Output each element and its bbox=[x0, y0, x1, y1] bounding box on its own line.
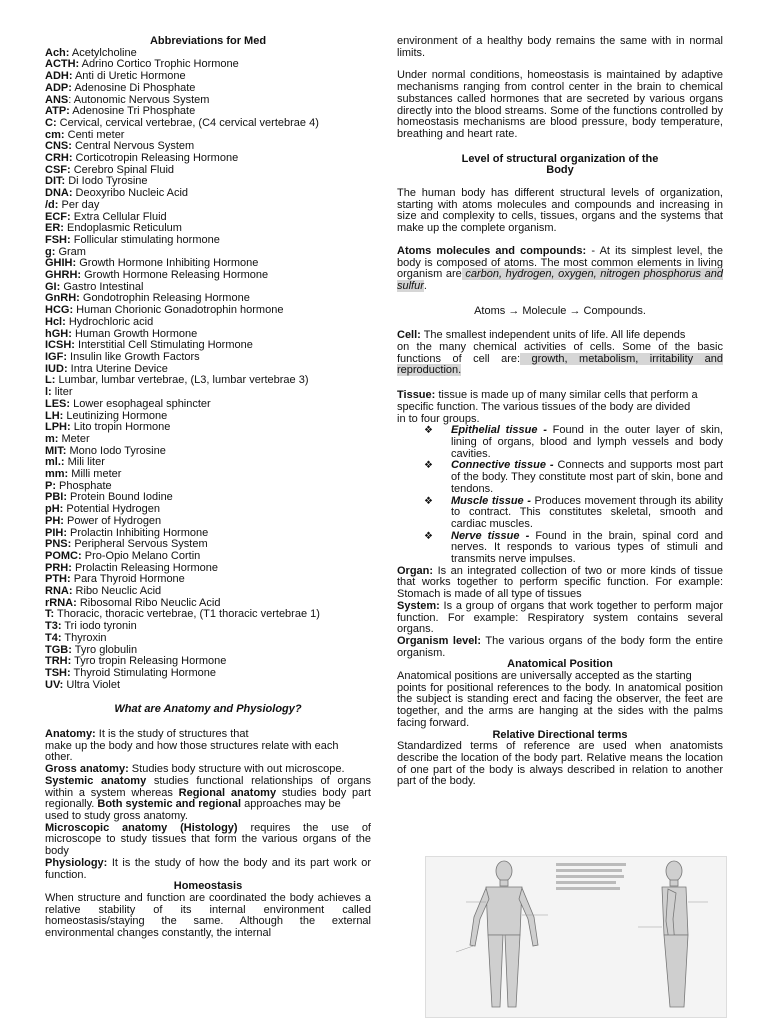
abbreviation-term: TGB: bbox=[45, 643, 72, 656]
structural-levels-heading-line1: Level of structural organization of the bbox=[461, 152, 659, 165]
list-item: ❖ Connective tissue - Connects and supports most part of the body. They constitute most part of skin, bone and tendons. bbox=[424, 459, 723, 495]
tissue-definition-end: in to four groups. bbox=[397, 412, 480, 425]
abbreviation-term: PRH: bbox=[45, 561, 72, 574]
abbreviation-term: MIT: bbox=[45, 444, 67, 457]
anatomy-physiology-heading: What are Anatomy and Physiology? bbox=[114, 703, 302, 716]
abbreviation-term: PH: bbox=[45, 514, 64, 527]
abbreviation-definition: Milli meter bbox=[68, 468, 122, 481]
abbreviation-definition: Potential Hydrogen bbox=[63, 503, 160, 516]
abbreviation-term: cm: bbox=[45, 128, 65, 141]
abbreviation-term: T: bbox=[45, 608, 55, 621]
abbreviation-term: ER: bbox=[45, 222, 64, 235]
microscopic-anatomy-paragraph: Microscopic anatomy (Histology) requires the use of microscope to study tissues that form the various organs of the body bbox=[45, 821, 371, 858]
abbreviation-term: GnRH: bbox=[45, 292, 80, 305]
abbreviation-term: l: bbox=[45, 386, 52, 399]
abbreviation-definition: Ribosomal Ribo Neuclic Acid bbox=[76, 596, 221, 609]
abbreviation-definition: Acetylcholine bbox=[69, 46, 137, 59]
abbreviation-definition: Gram bbox=[55, 245, 86, 258]
abbreviation-definition: Human Growth Hormone bbox=[71, 327, 198, 340]
systemic-anatomy-paragraph: Systemic anatomy studies functional relationships of organs within a system whereas Regional anatomy studies body part regionally. Both systemic and regional approaches may be bbox=[45, 774, 371, 811]
tissue-definition-cont: specific function. The various tissues of the body are divided bbox=[397, 400, 691, 413]
abbreviation-term: RNA: bbox=[45, 585, 73, 598]
abbreviation-term: T3: bbox=[45, 620, 62, 633]
abbreviation-term: ATP: bbox=[45, 105, 70, 118]
abbreviation-term: m: bbox=[45, 432, 59, 445]
abbreviation-definition: Pro-Opio Melano Cortin bbox=[81, 549, 201, 562]
abbreviation-definition: Prolactin Inhibiting Hormone bbox=[67, 526, 209, 539]
anatomy-definition-end: other. bbox=[45, 751, 73, 764]
diamond-bullet-icon: ❖ bbox=[424, 495, 433, 507]
abbreviation-definition: Tyro tropin Releasing Hormone bbox=[71, 655, 227, 668]
abbreviation-term: T4: bbox=[45, 631, 62, 644]
gross-anatomy-paragraph: Gross anatomy: Studies body structure with out microscope. bbox=[45, 763, 345, 776]
abbreviations-heading: Abbreviations for Med bbox=[149, 35, 267, 47]
list-item: ❖ Nerve tissue - Found in the brain, spinal cord and nerves. It responds to various types of stimuli and transmits nerve impulses. bbox=[424, 529, 723, 566]
systemic-anatomy-end: used to study gross anatomy. bbox=[45, 810, 188, 822]
abbreviation-definition: Gastro Intestinal bbox=[60, 280, 144, 293]
abbreviation-definition: Lower esophageal sphincter bbox=[70, 397, 211, 410]
abbreviation-term: IGF: bbox=[45, 350, 67, 363]
abbreviation-term: CNS: bbox=[45, 140, 72, 153]
abbreviation-definition: Growth Hormone Releasing Hormone bbox=[81, 269, 269, 282]
abbreviation-item bbox=[45, 235, 371, 247]
abbreviation-term: LH: bbox=[45, 409, 64, 422]
list-item: ❖ Epithelial tissue - Found in the outer layer of skin, lining of organs, blood and lymph vessels and body cavities. bbox=[424, 424, 723, 460]
abbreviation-definition: Central Nervous System bbox=[71, 140, 195, 153]
abbreviation-term: ECF: bbox=[45, 210, 71, 223]
abbreviation-term: ANS bbox=[45, 93, 69, 106]
abbreviation-definition: Di Iodo Tyrosine bbox=[65, 175, 148, 188]
homeostasis-paragraph: When structure and function are coordinated the body achieves a relative stability of its internal environment called homeostasis/staying the same. Although the external environmental changes constantly, the internal bbox=[45, 891, 371, 940]
abbreviation-definition: Corticotropin Releasing Hormone bbox=[72, 152, 239, 165]
abbreviation-term: POMC: bbox=[45, 549, 82, 562]
abbreviation-definition: Tri iodo tyronin bbox=[61, 620, 137, 633]
abbreviation-term: DIT: bbox=[45, 175, 66, 188]
abbreviation-item bbox=[45, 680, 371, 692]
abbreviation-definition: Centi meter bbox=[64, 128, 125, 141]
abbreviation-term: ACTH: bbox=[45, 58, 80, 71]
directional-terms-heading: Relative Directional terms bbox=[492, 728, 628, 741]
atoms-paragraph: Atoms molecules and compounds: - At its simplest level, the body is composed of atoms. The most common elements in living organism are carbon, hydrogen, oxygen, nitrogen phosphorus and sulfur. bbox=[397, 244, 724, 292]
abbreviation-definition: Prolactin Releasing Hormone bbox=[71, 561, 219, 574]
abbreviation-term: PTH: bbox=[45, 573, 71, 586]
abbreviation-definition: Deoxyribo Nucleic Acid bbox=[72, 187, 189, 200]
abbreviation-term: GI: bbox=[45, 280, 61, 293]
abbreviation-term: PIH: bbox=[45, 526, 67, 539]
diamond-bullet-icon: ❖ bbox=[424, 425, 433, 437]
abbreviation-term: P: bbox=[45, 479, 56, 492]
abbreviation-definition: Thyroxin bbox=[61, 631, 107, 644]
abbreviation-definition: Adenosine Di Phosphate bbox=[71, 81, 196, 94]
abbreviation-definition: Endoplasmic Reticulum bbox=[63, 222, 182, 235]
directional-terms-paragraph: Standardized terms of reference are used when anatomists describe the location of the body part. Relative means the location of one part of the body is always described in relation to another part of the body. bbox=[397, 740, 723, 788]
system-paragraph: System: Is a group of organs that work together to perform major function. For example: Respiratory system contains several organs. bbox=[397, 599, 723, 636]
abbreviation-list bbox=[45, 48, 371, 692]
physiology-paragraph: Physiology: It is the study of how the body and its part work or function. bbox=[45, 856, 371, 881]
abbreviation-definition: Ultra Violet bbox=[63, 678, 120, 691]
abbreviation-term: ml.: bbox=[45, 456, 65, 469]
anatomy-definition: Anatomy: It is the study of structures that bbox=[45, 728, 249, 741]
abbreviation-definition: Anti di Uretic Hormone bbox=[72, 70, 186, 83]
homeostasis-continued: environment of a healthy body remains the same with in normal limits. bbox=[397, 35, 723, 59]
abbreviation-item bbox=[45, 422, 371, 434]
right-column bbox=[397, 36, 723, 788]
abbreviation-definition: Hydrochloric acid bbox=[65, 315, 154, 328]
list-item: ❖ Muscle tissue - Produces movement through its ability to contract. This constitutes skeletal, smooth and cardiac muscles. bbox=[424, 494, 723, 530]
abbreviation-definition: Extra Cellular Fluid bbox=[70, 210, 167, 223]
abbreviation-term: L: bbox=[45, 374, 56, 387]
abbreviation-definition: Adrino Cortico Trophic Hormone bbox=[79, 58, 239, 71]
abbreviation-term: Ach: bbox=[45, 46, 70, 59]
abbreviation-definition: Interstitial Cell Stimulating Hormone bbox=[74, 339, 253, 352]
abbreviation-item bbox=[45, 375, 371, 387]
structural-levels-paragraph: The human body has different structural levels of organization, starting with atoms molecules and compounds and increasing in size and complexity to cells, tissues, organs and the systems that make up the complete organism. bbox=[397, 187, 723, 235]
abbreviation-term: rRNA: bbox=[45, 596, 77, 609]
abbreviation-term: HCG: bbox=[45, 304, 74, 317]
abbreviation-term: PBI: bbox=[45, 491, 67, 504]
abbreviation-term: LPH: bbox=[45, 421, 71, 434]
abbreviation-term: PNS: bbox=[45, 538, 72, 551]
abbreviation-definition: : Autonomic Nervous System bbox=[68, 93, 210, 106]
abbreviation-term: TSH: bbox=[45, 666, 71, 679]
tissue-definition: Tissue: tissue is made up of many similar cells that perform a bbox=[397, 389, 698, 402]
homeostasis-heading: Homeostasis bbox=[173, 880, 243, 893]
abbreviation-term: hGH: bbox=[45, 327, 72, 340]
diamond-bullet-icon: ❖ bbox=[424, 530, 433, 542]
abbreviation-definition: Gondotrophin Releasing Hormone bbox=[79, 292, 250, 305]
abbreviation-term: pH: bbox=[45, 503, 64, 516]
anatomical-position-illustration-icon bbox=[425, 856, 727, 1018]
abbreviation-definition: Adenosine Tri Phosphate bbox=[69, 105, 196, 118]
abbreviation-definition: Thyroid Stimulating Hormone bbox=[70, 666, 216, 679]
abbreviation-term: g: bbox=[45, 245, 56, 258]
abbreviation-definition: Insulin like Growth Factors bbox=[67, 350, 200, 363]
abbreviation-definition: Ribo Neuclic Acid bbox=[72, 585, 162, 598]
abbreviation-definition: Mili liter bbox=[64, 456, 105, 469]
abbreviation-definition: Follicular stimulating hormone bbox=[70, 233, 220, 246]
left-column bbox=[45, 36, 371, 940]
abbreviation-term: GHIH: bbox=[45, 257, 77, 270]
abbreviation-definition: Para Thyroid Hormone bbox=[70, 573, 185, 586]
tissue-types-list bbox=[397, 425, 723, 565]
abbreviation-definition: Growth Hormone Inhibiting Hormone bbox=[76, 257, 259, 270]
structural-levels-heading-line2: Body bbox=[546, 164, 574, 177]
abbreviation-definition: Tyro globulin bbox=[71, 643, 138, 656]
abbreviation-definition: Mono Iodo Tyrosine bbox=[66, 444, 166, 457]
abbreviation-definition: Phosphate bbox=[56, 479, 112, 492]
abbreviation-definition: Intra Uterine Device bbox=[67, 362, 168, 375]
abbreviation-definition: Lumbar, lumbar vertebrae, (L3, lumbar vertebrae 3) bbox=[55, 374, 309, 387]
body-figures-svg bbox=[426, 857, 726, 1017]
abbreviation-definition: Cervical, cervical vertebrae, (C4 cervical vertebrae 4) bbox=[56, 116, 319, 129]
abbreviation-definition: Peripheral Servous System bbox=[71, 538, 208, 551]
abbreviation-term: TRH: bbox=[45, 655, 72, 668]
abbreviation-definition: Lito tropin Hormone bbox=[70, 421, 171, 434]
abbreviation-definition: Thoracic, thoracic vertebrae, (T1 thoracic vertebrae 1) bbox=[54, 608, 320, 621]
anatomical-position-start: Anatomical positions are universally accepted as the starting bbox=[397, 670, 692, 683]
abbreviation-definition: Cerebro Spinal Fluid bbox=[70, 163, 175, 176]
abbreviation-term: CRH: bbox=[45, 152, 73, 165]
anatomical-position-heading: Anatomical Position bbox=[507, 658, 613, 671]
abbreviation-term: UV: bbox=[45, 678, 64, 691]
abbreviation-definition: Meter bbox=[58, 432, 90, 445]
anatomy-definition-cont: make up the body and how those structures relate with each bbox=[45, 739, 339, 752]
anatomical-position-paragraph: points for positional references to the body. In anatomical position the subject is standing erect and facing the observer, the feet are together, and the arms are hanging at the sides with the palms facing forward. bbox=[397, 681, 723, 729]
abbreviation-term: DNA: bbox=[45, 187, 73, 200]
abbreviation-term: IUD: bbox=[45, 362, 68, 375]
diamond-bullet-icon: ❖ bbox=[424, 460, 433, 472]
abbreviation-definition: Leutinizing Hormone bbox=[63, 409, 168, 422]
abbreviation-definition: Per day bbox=[58, 198, 100, 211]
abbreviation-term: ADP: bbox=[45, 81, 72, 94]
atoms-molecule-compounds-flow: Atoms → Molecule → Compounds. bbox=[474, 304, 646, 317]
cell-functions: on the many chemical activities of cells. Some of the basic functions of cell are: growth, metabolism, irritability and reproduction. bbox=[397, 341, 723, 377]
abbreviation-term: ICSH: bbox=[45, 339, 75, 352]
abbreviation-definition: Protein Bound Iodine bbox=[67, 491, 173, 504]
abbreviation-term: LES: bbox=[45, 397, 71, 410]
organism-level-paragraph: Organism level: The various organs of the body form the entire organism. bbox=[397, 634, 723, 659]
abbreviation-term: mm: bbox=[45, 468, 69, 481]
abbreviation-term: CSF: bbox=[45, 163, 71, 176]
abbreviation-term: ADH: bbox=[45, 70, 73, 83]
abbreviation-definition: liter bbox=[51, 386, 73, 399]
cell-definition: Cell: The smallest independent units of life. All life depends bbox=[397, 329, 686, 342]
abbreviation-term: GHRH: bbox=[45, 269, 82, 282]
abbreviation-term: FSH: bbox=[45, 233, 71, 246]
abbreviation-definition: Human Chorionic Gonadotrophin hormone bbox=[73, 304, 284, 317]
abbreviation-term: C: bbox=[45, 116, 57, 129]
abbreviation-term: /d: bbox=[45, 198, 59, 211]
abbreviation-definition: Power of Hydrogen bbox=[63, 514, 162, 527]
organ-paragraph: Organ: Is an integrated collection of two or more kinds of tissue that works together to perform specific function. For example: Stomach is made of all type of tissues bbox=[397, 564, 723, 601]
homeostasis-mechanisms-paragraph: Under normal conditions, homeostasis is maintained by adaptive mechanisms ranging from control center in the brain to chemical substances called hormones that are secreted by various organs directly into the blood streams. Some of the functions controlled by homeostasis mechanisms are blood pressure, body temperature, breathing and heart rate. bbox=[397, 69, 723, 140]
abbreviation-term: Hcl: bbox=[45, 315, 66, 328]
